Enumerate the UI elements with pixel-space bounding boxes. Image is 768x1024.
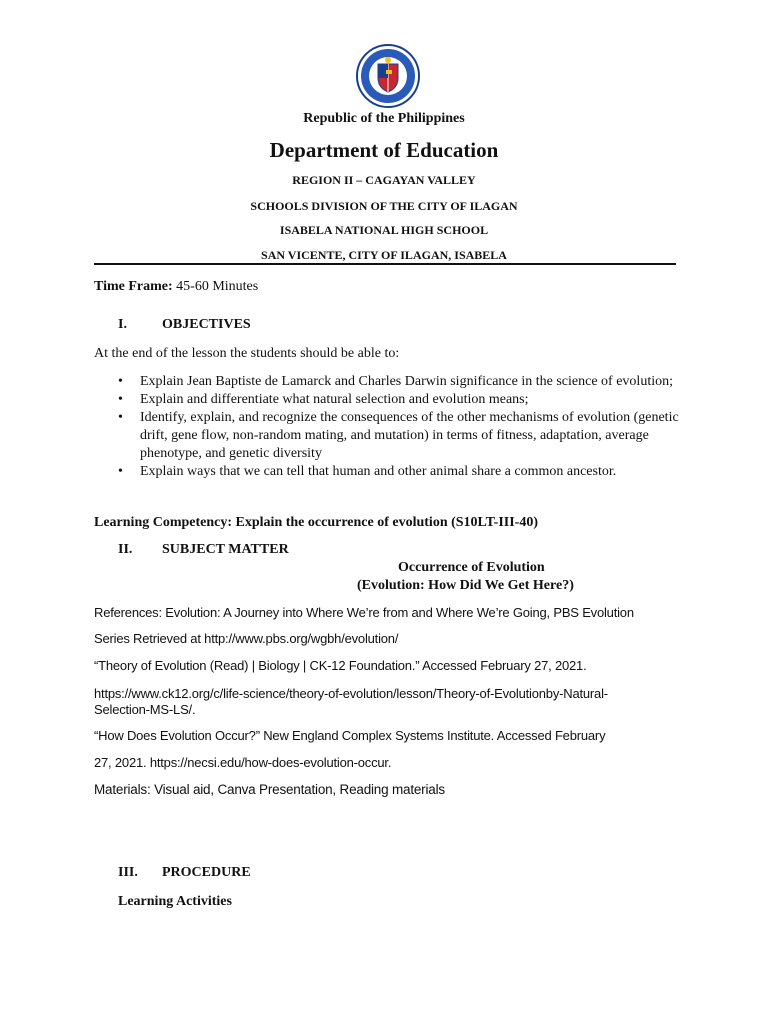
list-item: • Identify, explain, and recognize the consequences of the other mechanisms of evolution (genetic drift, gene flow, non-random mating, and mutation) in terms of fitness, adaptation, average phenotype, and genetic diversity [118,409,680,463]
region-line: REGION II – CAGAYAN VALLEY [292,173,476,187]
objectives-intro: At the end of the lesson the students should be able to: [94,346,400,361]
time-frame [94,278,258,296]
republic-heading: Republic of the Philippines [303,111,465,126]
procedure-numeral: III. [118,865,138,880]
division-line: SCHOOLS DIVISION OF THE CITY OF ILAGAN [250,199,518,213]
competency-value: Explain the occurrence of evolution (S10LT-III-40) [232,515,538,530]
list-item: • Explain Jean Baptiste de Lamarck and Charles Darwin significance in the science of evolution; [118,373,680,391]
objectives-list [118,373,680,481]
time-frame-label: Time Frame: [94,279,173,294]
subject-matter-heading: SUBJECT MATTER [162,542,289,557]
list-item: • Explain and differentiate what natural selection and evolution means; [118,391,680,409]
subject-subtitle: (Evolution: How Did We Get Here?) [357,578,574,593]
reference-link[interactable]: Selection-MS-LS/. [94,702,196,717]
materials-line: Materials: Visual aid, Canva Presentation, Reading materials [94,782,445,797]
learning-competency [94,514,538,532]
learning-activities-subheading: Learning Activities [118,894,232,909]
header-divider [94,263,676,265]
address-line: SAN VICENTE, CITY OF ILAGAN, ISABELA [261,248,507,262]
reference-link[interactable]: 27, 2021. https://necsi.edu/how-does-evolution-occur. [94,755,392,770]
reference-line: “Theory of Evolution (Read) | Biology | CK-12 Foundation.” Accessed February 27, 2021. [94,658,587,673]
objectives-heading: OBJECTIVES [162,317,251,332]
subject-title: Occurrence of Evolution [398,560,545,575]
objectives-numeral: I. [118,317,127,332]
reference-line: “How Does Evolution Occur?” New England Complex Systems Institute. Accessed February [94,728,606,743]
deped-seal-logo [356,44,420,108]
school-line: ISABELA NATIONAL HIGH SCHOOL [279,223,489,237]
list-item: • Explain ways that we can tell that human and other animal share a common ancestor. [118,463,680,481]
reference-line: Series Retrieved at http://www.pbs.org/wgbh/evolution/ [94,631,399,646]
reference-line: References: Evolution: A Journey into Where We’re from and Where We’re Going, PBS Evolution [94,605,634,620]
competency-label: Learning Competency: [94,515,233,530]
time-frame-value: 45-60 Minutes [172,279,259,294]
procedure-heading: PROCEDURE [162,865,251,880]
subject-matter-numeral: II. [118,542,133,557]
department-title: Department of Education [269,138,499,162]
reference-link[interactable]: https://www.ck12.org/c/life-science/theory-of-evolution/lesson/Theory-of-Evolutionby-Natural- [94,686,608,701]
